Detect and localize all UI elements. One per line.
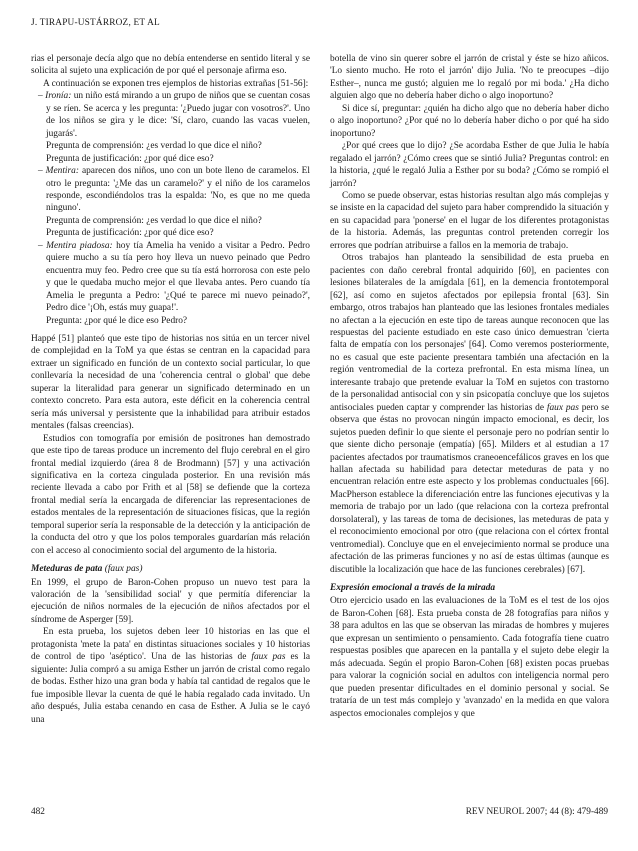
question: Pregunta: ¿por qué le dice eso Pedro? xyxy=(46,315,188,326)
justification-question: Pregunta de justificación: ¿por qué dice eso? xyxy=(46,228,214,239)
comprehension-question: Pregunta de comprensión: ¿es verdad lo que dice el niño? xyxy=(46,215,262,226)
left-column xyxy=(31,53,310,726)
item-label: Mentira: xyxy=(45,166,79,177)
paragraph: ¿Por qué crees que lo dijo? ¿Se acordaba Esther de que Julia le había regalado el jarrón? ¿Cómo crees que se sintió Julia? Preguntas control: en la historia, ¿qué le regaló Julia a Esther por su boda? ¿Cómo se rompió el jarrón? xyxy=(330,141,609,189)
item-text: aparecen dos niños, uno con un bote lleno de caramelos. El otro le pregunta: '¿Me das un caramelo?' y el niño de los caramelos responde, escondiéndolos tras la espalda: 'No, es que no me queda ninguno'. xyxy=(46,166,310,214)
item-label: Mentira piadosa: xyxy=(46,240,113,251)
paragraph: Otros trabajos han planteado la sensibilidad de esta prueba en pacientes con daño cerebral frontal adquirido [60], en pacientes con lesiones bilaterales de la amígdala [61], en la demencia frontotemporal [62], así como en sujetos afectados por epilepsia frontal [63]. Sin embargo, otros trabajos han planteado que las lesiones frontales mediales no afectan a la ejecución en este tipo de tareas aunque reconocen que las respuestas del paciente estudiado en este caso único demuestran 'cierta falta de empatía con los personajes' [64]. Como veremos posteriormente, no es casual que este paciente presentara también una afectación en la región ventromedial de la corteza prefrontal. En esta misma línea, un interesante trabajo que pretende evaluar la ToM en sujetos con trastorno de la personalidad antisocial con y sin psicopatía concluye que los sujetos antisociales pueden captar y comprender las historias de faux pas pero se observa que éstas no provocan ningún impacto emocional, es decir, los sujetos pueden definir lo que siente el personaje pero no podrían sentir lo que siente dicho personaje (empatía) [65]. Milders et al estudian a 17 pacientes afectados por traumatismos craneoencefálicos graves en los que hallan afectada su habilidad para detectar meteduras de pata y no encuentran relación entre este aspecto y los problemas conductuales [66]. MacPherson establece la diferenciación entre las funciones ejecutivas y la memoria de trabajo por un lado (que relaciona con la corteza prefrontal dorsolateral), y las tareas de toma de decisiones, las meteduras de pata y el reconocimiento emocional por otro (que relaciona con el córtex frontal ventromedial). Concluye que en el envejecimiento normal se produce una afectación de las primeras funciones y no así de estas últimas (aunque es discutible la localización que hace de las funciones cerebrales) [67]. xyxy=(330,253,609,575)
item-label: Ironía: xyxy=(45,91,72,102)
paragraph: En 1999, el grupo de Baron-Cohen propuso un nuevo test para la valoración de la 'sensibilidad social' y que permitía diferenciar la ejecución de niños normales de la ejecución de niños afectados por el síndrome de Asperger [59]. xyxy=(31,577,310,625)
running-head: J. TIRAPU-USTÁRROZ, ET AL xyxy=(31,18,160,28)
paragraph: rias el personaje decía algo que no debía entenderse en sentido literal y se solicita al sujeto una explicación de por qué el personaje afirma eso. xyxy=(31,54,310,77)
paragraph: Si dice sí, preguntar: ¿quién ha dicho algo que no debería haber dicho o algo inoportuno? ¿Por qué no lo debería haber dicho o por qué ha sido inoportuno? xyxy=(330,103,609,139)
list-item-ironia: – Ironía: un niño está mirando a un grupo de niños que se cuentan cosas y se ríen. Se acerca y les pregunta: '¿Puedo jugar con vosotros?'. Uno de los niños se gira y le dice: 'Sí, claro, cuando las vacas vuelen, jugarás'. Pregunta de comprensión: ¿es verdad lo que dice el niño? Pregunta de justificación: ¿por qué dice eso? xyxy=(38,91,311,164)
paragraph: Otro ejercicio usado en las evaluaciones de la ToM es el test de los ojos de Baron-Cohen [68]. Esta prueba consta de 28 fotografías para niños y 38 para adultos en las que se observan las miradas de hombres y mujeres que expresan un sentimiento o pensamiento. Cada fotografía tiene cuatro respuestas posibles que aparecen en la pantalla y el sujeto debe elegir la más adecuada. Según el propio Baron-Cohen [68] existen pocas pruebas para valorar la cognición social en adultos con inteligencia normal pero que pueden presentar dificultades en el dominio personal y social. Se trataría de un test más complejo y 'avanzado' en la medida en que valora aspectos emocionales complejos y que xyxy=(330,596,609,719)
paragraph: A continuación se exponen tres ejemplos de historias extrañas [51-56]: xyxy=(43,78,309,89)
section-heading: Meteduras de pata (faux pas) xyxy=(31,564,143,575)
right-column xyxy=(330,53,609,720)
item-text: un niño está mirando a un grupo de niños que se cuentan cosas y se ríen. Se acerca y les pregunta: '¿Puedo jugar con vosotros?'. Uno de los niños se gira y le dice: 'Sí, claro, cuando las vacas vuelen, jugarás'. xyxy=(46,91,311,139)
paragraph: Estudios con tomografía por emisión de positrones han demostrado que este tipo de tareas produce un incremento del flujo cerebral en el giro frontal medial izquierdo (área 8 de Brodmann) [57] y una activación significativa en la corteza cingulada posterior. En una revisión más reciente llevada a cabo por Frith et al [58] se defiende que la corteza frontal medial sería la encargada de diferenciar las representaciones de estados mentales de la representación de situaciones físicas, que la región temporal superior sería la responsable de la detección y la anticipación de la conducta del otro y que los polos temporales guardarían más relación con el acceso al conocimiento social del argumento de la historia. xyxy=(31,433,310,556)
page-number: 482 xyxy=(31,807,45,817)
paragraph: En esta prueba, los sujetos deben leer 10 historias en las que el protagonista 'mete la pata' en distintas situaciones sociales y 10 historias de control de tipo 'aséptico'. Una de las historias de faux pas es la siguiente: Julia compró a su amiga Esther un jarrón de cristal como regalo de bodas. Esther hizo una gran boda y había tal cantidad de regalos que le fue imposible llevar la cuenta de qué le había regalado cada invitado. Un año después, Julia estaba cenando en casa de Esther. A Julia se le cayó una xyxy=(31,627,310,725)
list-item-mentira: – Mentira: aparecen dos niños, uno con un bote lleno de caramelos. El otro le pregunta: '¿Me das un caramelo?' y el niño de los caramelos responde, escondiéndolos tras la espalda: 'No, es que no me queda ninguno'. Pregunta de comprensión: ¿es verdad lo que dice el niño? Pregunta de justificación: ¿por qué dice eso? xyxy=(38,166,310,239)
list-item-mentira-piadosa: – Mentira piadosa: hoy tía Amelia ha venido a visitar a Pedro. Pedro quiere mucho a su tía pero hoy lleva un nuevo peinado que Pedro encuentra muy feo. Pedro cree que su tía está horrorosa con este pelo y que le quedaba mucho mejor el que llevaba antes. Pero cuando tía Amelia le pregunta a Pedro: '¿Qué te parece mi nuevo peinado?', Pedro dice '¡Oh, estás muy guapa!'. Pregunta: ¿por qué le dice eso Pedro? xyxy=(38,240,310,326)
comprehension-question: Pregunta de comprensión: ¿es verdad lo que dice el niño? xyxy=(46,141,262,152)
paragraph: Happé [51] planteó que este tipo de historias nos sitúa en un tercer nivel de complejidad en la ToM ya que éstas se centran en la capacidad para extraer un significado en función de un contexto social particular, lo que conllevaría la necesidad de una 'coherencia central o global' que debe superar la literalidad para generar un significado determinado en un contexto concreto. Para esta autora, este déficit en la coherencia central sería más universal y persistente que la inhabilidad para atribuir estados mentales (falsas creencias). xyxy=(31,333,310,432)
section-heading: Expresión emocional a través de la mirada xyxy=(330,583,496,594)
journal-citation: REV NEUROL 2007; 44 (8): 479-489 xyxy=(465,807,608,817)
justification-question: Pregunta de justificación: ¿por qué dice eso? xyxy=(46,153,214,164)
paragraph: Como se puede observar, estas historias resultan algo más complejas y se insiste en la capacidad del sujeto para haber comprendido la situación y en su capacidad para 'ponerse' en el lugar de los diferentes protagonistas de la historia. Además, las preguntas control pretenden corregir los errores que podrían atribuirse a fallos en la memoria de trabajo. xyxy=(330,190,609,251)
paragraph: botella de vino sin querer sobre el jarrón de cristal y éste se hizo añicos. 'Lo siento mucho. He roto el jarrón' dijo Julia. 'No te preocupes –dijo Esther–, nunca me gustó; alguien me lo regaló por mi boda.' ¿Ha dicho alguien algo que no debería haber dicho o algo inoportuno? xyxy=(330,54,609,102)
item-text: hoy tía Amelia ha venido a visitar a Pedro. Pedro quiere mucho a su tía pero hoy lleva un nuevo peinado que Pedro encuentra muy feo. Pedro cree que su tía está horrorosa con este pelo y que le quedaba mucho mejor el que llevaba antes. Pero cuando tía Amelia le pregunta a Pedro: '¿Qué te parece mi nuevo peinado?', Pedro dice '¡Oh, estás muy guapa!'. xyxy=(46,240,310,314)
